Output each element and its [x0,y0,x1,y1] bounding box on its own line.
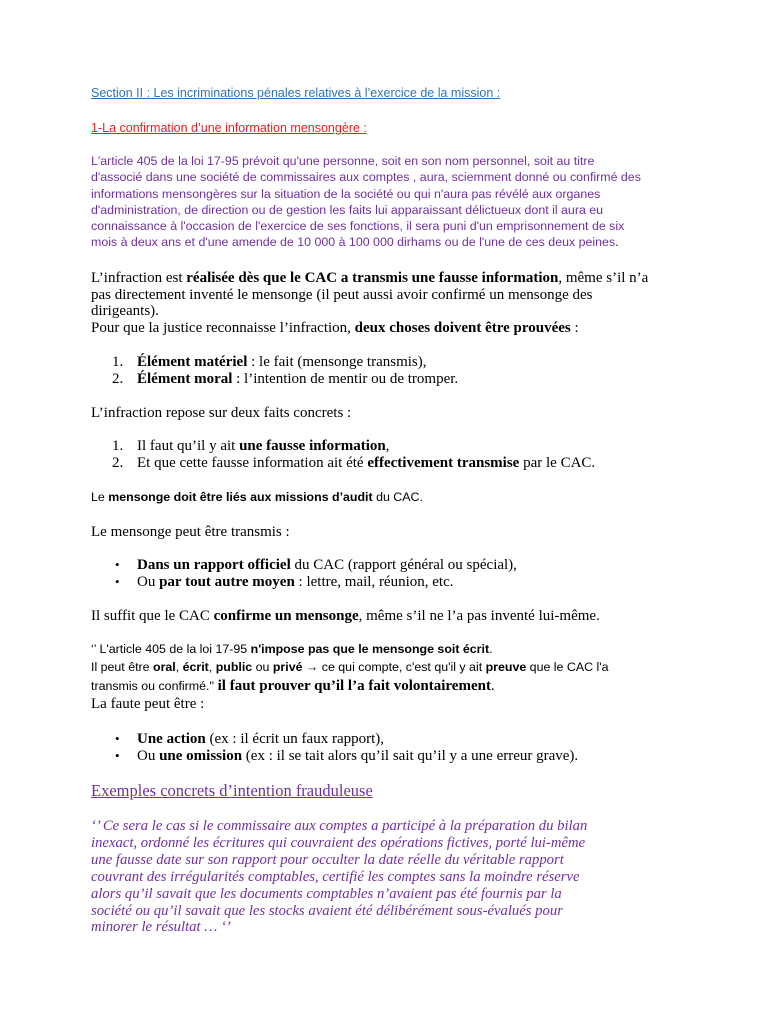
article-line: d'associé dans une société de commissaires aux comptes , aura, sciemment donné ou confirmé des [91,170,641,185]
text-run: ‘’ L'article 405 de la loi 17-95 [91,642,251,656]
text-run: , [385,438,390,454]
text-run: . [490,678,495,694]
list-number: 1. [112,438,124,454]
text-run: par le CAC. [519,455,596,471]
bold-run: confirme un mensonge [213,608,359,624]
text-run: : lettre, mail, réunion, etc. [294,574,454,590]
bold-run: oral [153,660,176,674]
list-number: 1. [112,354,124,370]
bold-run: Élément moral [137,371,233,387]
quote-line: couvrant des irrégularités comptables, certifié les comptes sans la moindre réserve [91,868,580,885]
text-run: Le [91,490,109,504]
bold-run: effectivement transmise [367,455,520,471]
examples-quote [91,818,587,936]
text-run: du CAC (rapport général ou spécial), [290,557,517,573]
bold-run: Dans un rapport officiel [137,557,291,573]
list-item [91,455,595,472]
text-run: (ex : il se tait alors qu’il sait qu’il y a une erreur grave). [242,748,579,764]
bold-run: une omission [159,748,243,764]
list-number: 2. [112,455,124,471]
list-item [91,574,517,591]
bullet-icon: • [115,748,120,763]
list-item [91,371,458,388]
list-item [91,557,517,574]
article-line: informations mensongères sur la situation de la société ou qui n'aura pas révélé aux organes [91,186,601,201]
article-line-last [91,234,691,250]
elements-list [91,354,458,388]
text-run: : [570,319,579,336]
bold-run: il faut prouver qu’il l’a fait volontairement [217,678,491,694]
transmis-list [91,557,517,591]
quote-line-2 [91,660,609,674]
quote-line: une fausse date sur son rapport pour occulter la date réelle du véritable rapport [91,851,564,868]
faute-list [91,731,578,765]
text-run: Pour que la justice reconnaisse l’infraction, [91,319,355,336]
article-last-text: mois à deux ans et d'une amende de 10 000 à 100 000 dirhams ou de l'une de ces deux peines [91,235,616,250]
bold-run: réalisée dès que le CAC a transmis une fausse information [186,270,559,286]
bold-run: privé [272,660,303,674]
text-run: , [175,660,183,674]
bold-run: par tout autre moyen [159,574,295,590]
bullet-icon: • [115,731,120,746]
text-run: L’infraction est [91,270,187,286]
list-number: 2. [112,371,124,387]
list-item [91,354,458,371]
text-run: du CAC. [372,490,423,504]
quote-line-1 [91,642,493,656]
infraction-line [91,270,648,287]
infraction-paragraph [91,270,648,336]
article-paragraph [91,153,691,251]
text-run: , même s’il ne l’a pas inventé lui-même. [358,608,600,624]
section-title: Section II : Les incriminations pénales relatives à l’exercice de la mission : [91,86,501,100]
faits-intro: L’infraction repose sur deux faits concrets : [91,405,352,421]
mensonge-line [91,490,423,504]
bold-run: public [215,660,253,674]
text-run: → ce qui compte, c'est qu'il y ait [302,660,486,674]
examples-heading: Exemples concrets d’intention frauduleuse [91,781,373,800]
faits-list [91,438,595,472]
quote-line: minorer le résultat … ‘’ [91,919,231,936]
text-run: , même s’il n’a [558,270,649,286]
text-run: Ou [137,574,160,590]
text-run: Et que cette fausse information ait été [137,455,368,471]
quote-line: société ou qu’il savait que les stocks avaient été délibérément sous-évalués pour [91,902,563,919]
faute-intro: La faute peut être : [91,696,205,712]
text-run: , [208,660,216,674]
text-run: ou [252,660,273,674]
quote-line: ‘’ Ce sera le cas si le commissaire aux comptes a participé à la préparation du bilan [91,818,588,834]
text-run: transmis ou confirmé.'' [91,679,218,693]
bold-run: preuve [485,660,527,674]
text-run: : le fait (mensonge transmis), [247,354,427,370]
text-run: Ou [137,748,160,764]
quote-line: alors qu’il savait que les documents comptables n’avaient pas été fournis par la [91,885,562,902]
text-run: : l’intention de mentir ou de tromper. [232,371,459,387]
quote-line-3 [91,678,495,695]
article-line: L'article 405 de la loi 17-95 prévoit qu'une personne, soit en son nom personnel, soit au titre [91,154,595,168]
bold-run: deux choses doivent être prouvées [354,319,571,336]
list-item [91,748,578,765]
article-line: connaissance à l'occasion de l'exercice de ses fonctions, il sera puni d'un emprisonnement de six [91,219,625,234]
infraction-line [91,320,648,337]
bold-run: n'impose pas que le mensonge soit écrit [250,642,490,656]
bold-run: mensonge doit être liés aux missions d’audit [108,490,373,504]
article-last-char: . [615,235,619,250]
suffit-line [91,608,600,625]
bullet-icon: • [115,557,120,572]
list-item [91,731,578,748]
list-item [91,438,595,455]
bold-run: une fausse information [239,438,386,454]
sub-title: 1-La confirmation d’une information mensongère : [91,121,367,135]
bullet-icon: • [115,574,120,589]
transmis-intro: Le mensonge peut être transmis : [91,524,290,540]
text-run: . [489,642,493,656]
article-line: d'administration, de direction ou de gestion les faits lui apparaissant délictueux dont il aura eu [91,202,604,217]
text-run: (ex : il écrit un faux rapport), [205,731,385,747]
bold-run: Une action [137,731,206,747]
text-run: Il peut être [91,660,153,674]
text-run: Il faut qu’il y ait [137,438,240,454]
text-run: que le CAC l'a [526,660,609,674]
bold-run: écrit [182,660,209,674]
bold-run: Élément matériel [137,354,248,370]
quote-line: inexact, ordonné les écritures qui couvraient des opérations fictives, porté lui-même [91,834,586,851]
infraction-line: pas directement inventé le mensonge (il peut aussi avoir confirmé un mensonge des [91,286,593,303]
infraction-line: dirigeants). [91,303,159,319]
text-run: Il suffit que le CAC [91,608,214,624]
